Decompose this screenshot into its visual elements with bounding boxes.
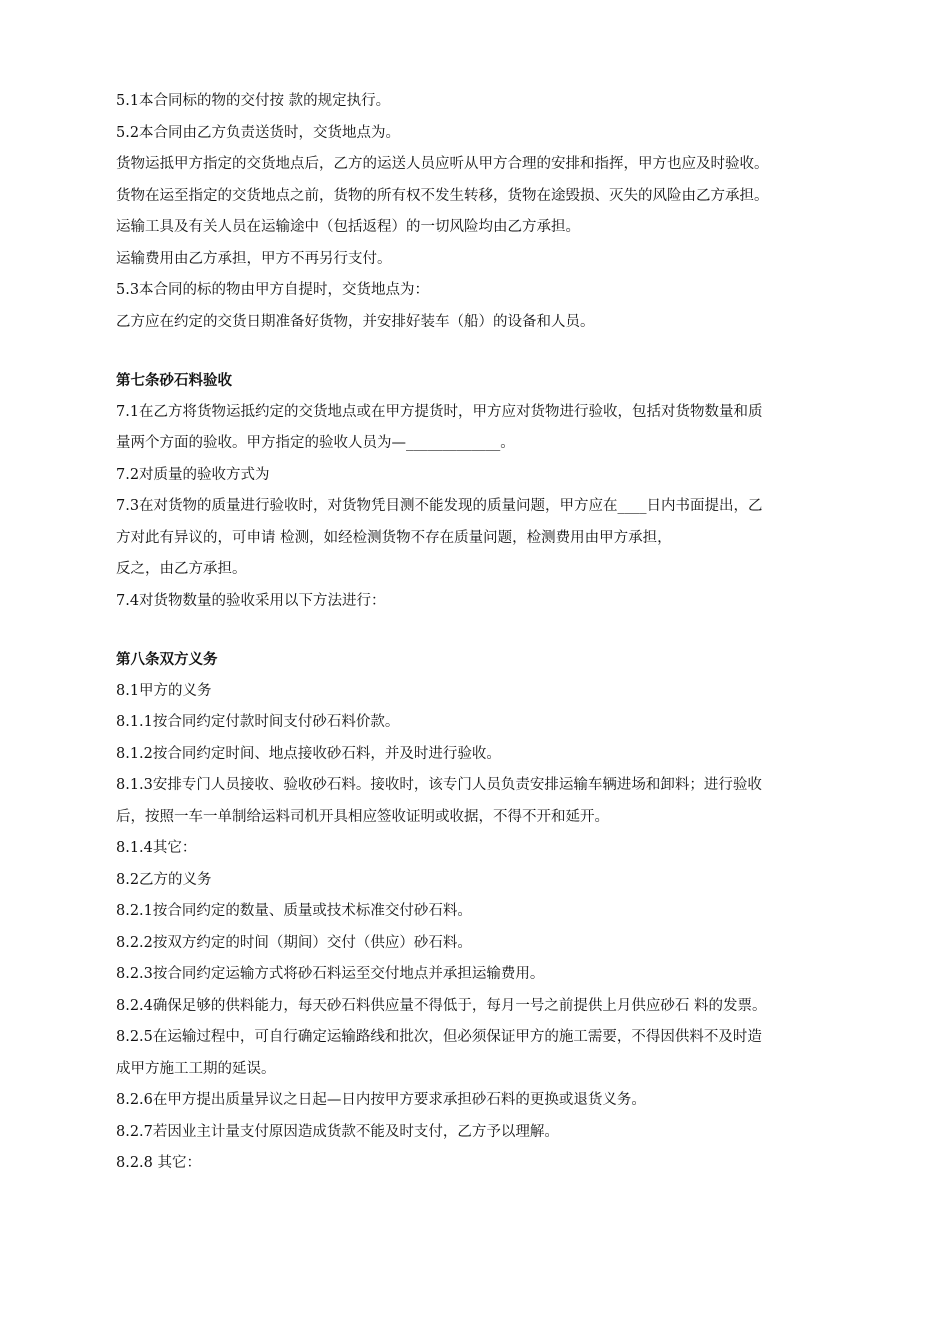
paragraph-line: 8.1甲方的义务 xyxy=(116,682,212,699)
paragraph-line: 8.1.3安排专门人员接收、验收砂石料。接收时，该专门人员负责安排运输车辆进场和卸料；进行验收 xyxy=(116,777,762,793)
paragraph-line: 8.1.1按合同约定付款时间支付砂石料价款。 xyxy=(116,714,400,730)
section-7 xyxy=(116,365,846,617)
section-heading: 第七条砂石料验收 xyxy=(116,372,232,389)
paragraph-line: 8.2.7若因业主计量支付原因造成货款不能及时支付，乙方予以理解。 xyxy=(116,1123,559,1140)
paragraph-line: 8.2.2按双方约定的时间（期间）交付（供应）砂石料。 xyxy=(116,934,472,951)
paragraph-line: 后，按照一车一单制给运料司机开具相应签收证明或收据，不得不开和延开。 xyxy=(116,808,609,825)
paragraph-line: 乙方应在约定的交货日期准备好货物，并安排好装车（船）的设备和人员。 xyxy=(116,313,595,330)
paragraph-line: 5.2本合同由乙方负责送货时，交货地点为。 xyxy=(116,124,401,141)
paragraph-line: 8.2.6在甲方提出质量异议之日起—日内按甲方要求承担砂石料的更换或退货义务。 xyxy=(116,1092,646,1108)
paragraph-line: 8.2.4确保足够的供料能力，每天砂石料供应量不得低于，每月一号之前提供上月供应砂石 料的发票。 xyxy=(116,997,767,1014)
paragraph-line: 8.1.4其它： xyxy=(116,840,197,856)
paragraph-line: 7.1在乙方将货物运抵约定的交货地点或在甲方提货时，甲方应对货物进行验收，包括对货物数量和质 xyxy=(116,403,763,420)
paragraph-line: 8.2乙方的义务 xyxy=(116,871,212,888)
paragraph-line: 货物在运至指定的交货地点之前，货物的所有权不发生转移，货物在途毁损、灭失的风险由乙方承担。 xyxy=(116,187,769,204)
paragraph-line: 运输费用由乙方承担，甲方不再另行支付。 xyxy=(116,250,392,267)
paragraph-line: 7.3在对货物的质量进行验收时，对货物凭目测不能发现的质量问题，甲方应在____日内书面提出，乙 xyxy=(116,498,763,514)
paragraph-line: 运输工具及有关人员在运输途中（包括返程）的一切风险均由乙方承担。 xyxy=(116,219,580,235)
section-8 xyxy=(116,644,846,1180)
section-delivery xyxy=(116,86,846,338)
paragraph-line: 量两个方面的验收。甲方指定的验收人员为—_____________。 xyxy=(116,435,515,451)
paragraph-line: 5.3本合同的标的物由甲方自提时，交货地点为： xyxy=(116,282,430,298)
paragraph-line: 货物运抵甲方指定的交货地点后，乙方的运送人员应听从甲方合理的安排和指挥，甲方也应及时验收。 xyxy=(116,156,769,172)
section-heading: 第八条双方义务 xyxy=(116,651,218,668)
section-spacer xyxy=(116,338,846,365)
document-body xyxy=(116,86,846,1180)
section-spacer xyxy=(116,617,846,644)
paragraph-line: 8.2.5在运输过程中，可自行确定运输路线和批次，但必须保证甲方的施工需要，不得因供料不及时造 xyxy=(116,1029,762,1045)
paragraph-line: 成甲方施工工期的延误。 xyxy=(116,1060,276,1077)
paragraph-line: 8.1.2按合同约定时间、地点接收砂石料，并及时进行验收。 xyxy=(116,745,501,762)
paragraph-line: 8.2.1按合同约定的数量、质量或技术标准交付砂石料。 xyxy=(116,903,472,919)
paragraph-line: 7.4对货物数量的验收采用以下方法进行： xyxy=(116,592,386,609)
paragraph-line: 5.1本合同标的物的交付按 款的规定执行。 xyxy=(116,93,391,109)
paragraph-line: 7.2对质量的验收方式为 xyxy=(116,466,270,483)
paragraph-line: 方对此有异议的，可申请 检测，如经检测货物不存在质量问题，检测费用由甲方承担， xyxy=(116,529,672,546)
paragraph-line: 8.2.8 其它： xyxy=(116,1155,202,1171)
paragraph-line: 8.2.3按合同约定运输方式将砂石料运至交付地点并承担运输费用。 xyxy=(116,966,545,982)
paragraph-line: 反之，由乙方承担。 xyxy=(116,561,247,577)
